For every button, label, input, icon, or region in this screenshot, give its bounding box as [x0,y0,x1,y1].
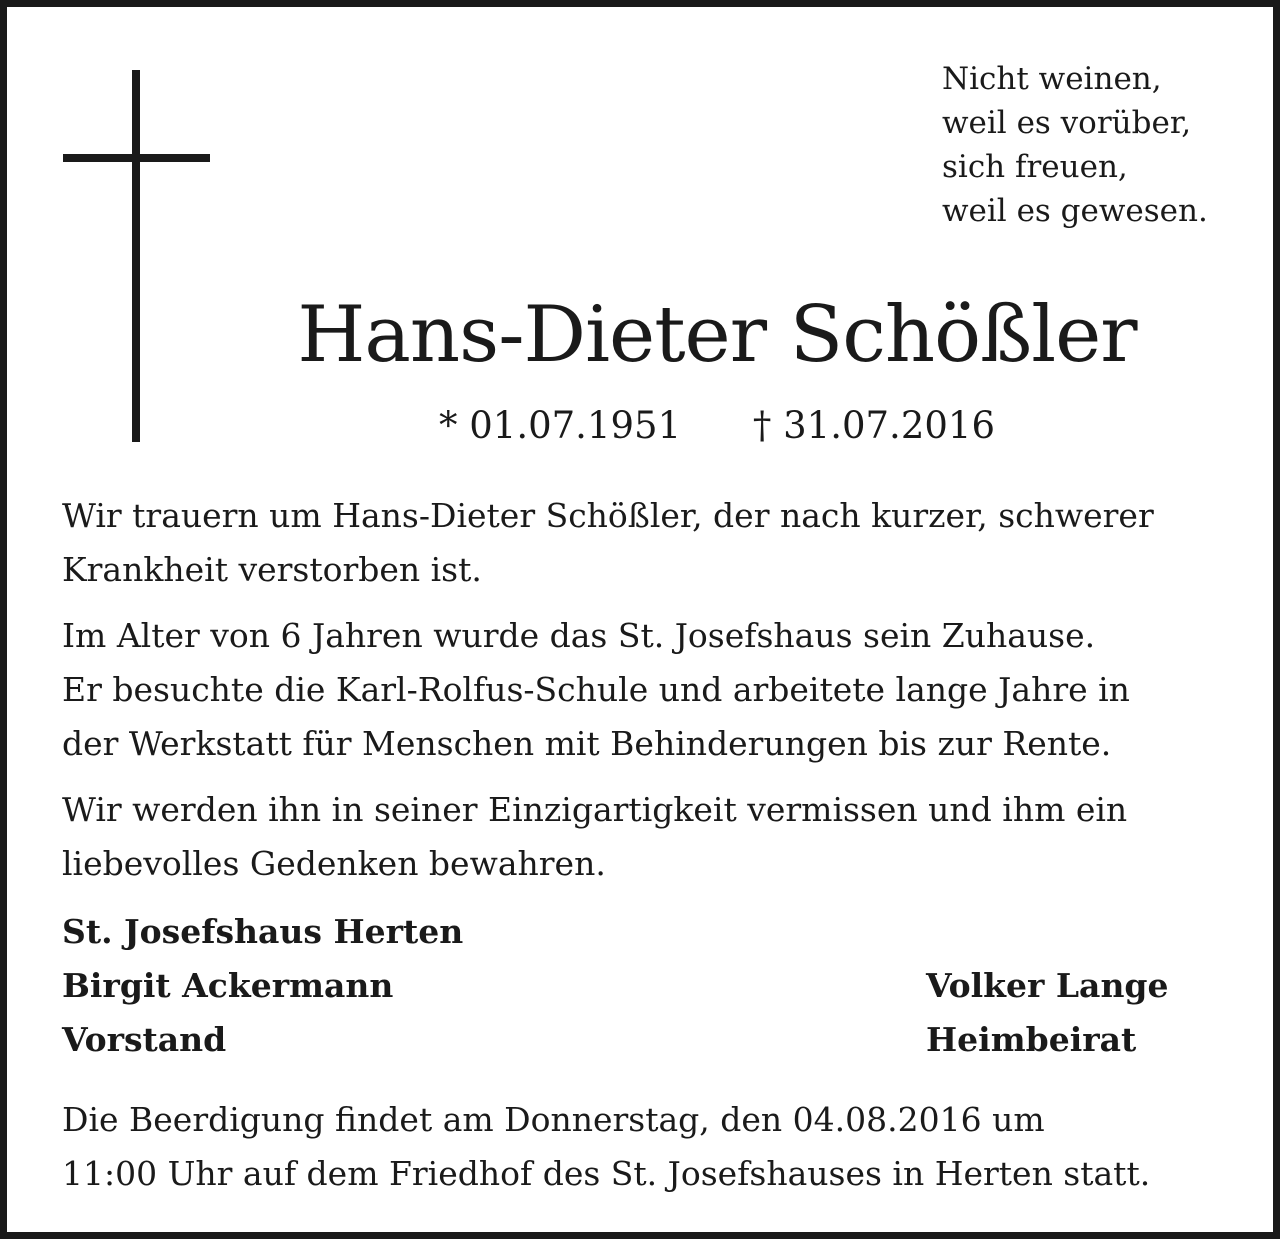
deceased-name: Hans-Dieter Schößler [297,290,1137,380]
paragraph [62,783,1242,891]
signatures [62,905,1242,1067]
quote-line: sich freuen, [942,149,1128,185]
text-line: Im Alter von 6 Jahren wurde das St. Josefshaus sein Zuhause. [62,616,1096,655]
death-date: † 31.07.2016 [752,404,995,447]
quote-line: Nicht weinen, [942,61,1162,97]
signatory-name: Volker Lange [926,966,1169,1005]
text-line: Wir trauern um Hans-Dieter Schößler, der nach kurzer, schwerer [62,496,1154,535]
funeral-info [62,1093,1242,1201]
paragraph [62,609,1242,771]
text-line: Wir werden ihn in seiner Einzigartigkeit vermissen und ihm ein [62,790,1128,829]
signature-right [926,959,1169,1067]
memorial-quote [942,57,1262,233]
quote-line: weil es vorüber, [942,105,1192,141]
text-line: der Werkstatt für Menschen mit Behinderungen bis zur Rente. [62,724,1112,763]
signatory-name: Birgit Ackermann [62,966,394,1005]
birth-date: * 01.07.1951 [439,404,682,447]
cross-vertical-bar [132,70,140,442]
signatory-role: Vorstand [62,1020,227,1059]
text-line: Krankheit verstorben ist. [62,550,482,589]
text-line: liebevolles Gedenken bewahren. [62,844,606,883]
obituary-text [62,489,1242,903]
text-line: 11:00 Uhr auf dem Friedhof des St. Josefshauses in Herten statt. [62,1154,1151,1193]
signature-organization: St. Josefshaus Herten [62,912,464,951]
cross-horizontal-bar [63,154,210,162]
quote-line: weil es gewesen. [942,193,1208,229]
text-line: Er besuchte die Karl-Rolfus-Schule und arbeitete lange Jahre in [62,670,1130,709]
signatory-role: Heimbeirat [926,1020,1137,1059]
paragraph [62,489,1242,597]
life-dates [7,401,1280,451]
signature-left [62,959,393,1067]
signature-row [62,959,1242,1067]
text-line: Die Beerdigung findet am Donnerstag, den 04.08.2016 um [62,1100,1045,1139]
